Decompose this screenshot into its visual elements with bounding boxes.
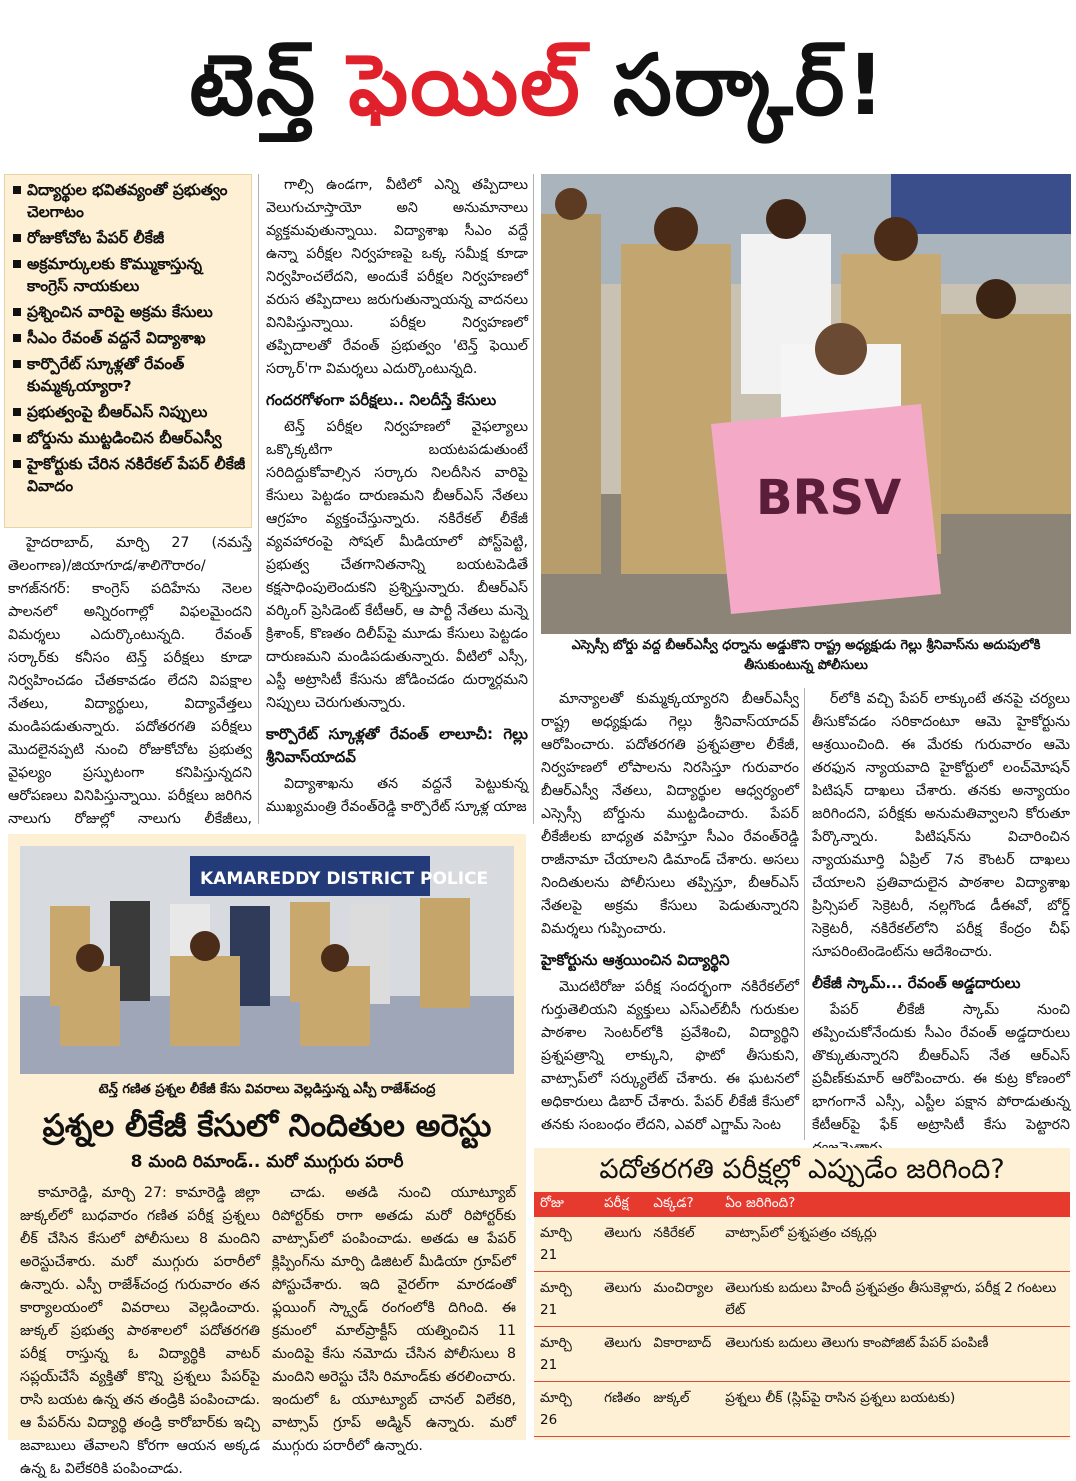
timeline-box (534, 1148, 1070, 1440)
table-header-row (534, 1192, 1070, 1217)
table-header-cell: ఏం జరిగింది? (719, 1192, 1070, 1217)
table-row (534, 1382, 1070, 1437)
protest-photo-image (541, 174, 1071, 634)
highlight-item: బోర్డును ముట్టడించిన బీఆర్ఎస్వీ (11, 427, 247, 449)
highlight-item: ప్రశ్నించిన వారిపై అక్రమ కేసులు (11, 301, 247, 323)
arrest-story-box (8, 834, 526, 1477)
timeline-table (534, 1192, 1070, 1437)
subheading: హైకోర్టును ఆశ్రయించిన విద్యార్థిని (541, 951, 730, 969)
highlight-item: రోజుకోచోట పేపర్ లీకేజీ (11, 227, 247, 249)
article-paragraph: మొదటిరోజు పరీక్ష సందర్భంగా నకిరేకల్‌లో గుర్తుతెలియని వ్యక్తులు ఎస్ఎల్‌బీసీ గురుకుల పాఠశాల సెంటర్‌లోకి ప్రవేశించి, విద్యార్థిని ప్రశ్నపత్రాన్ని లాక్కుని, ఫొటో తీసుకుని, వాట్సాప్‌లో సర్క్యులేట్ చేశారు. ఈ ఘటనలో అధికారులు డిబార్ చేశారు. పేపర్ లీకేజీ కేసులో తనకు సంబంధం లేదని, ఎవరో ఎగ్జామ్ సెంట (541, 979, 799, 1133)
subheading: కార్పొరేట్ స్కూళ్లతో రేవంత్ లాలూచీ: గెల్లు శ్రీనివాస్‌యాదవ్ (266, 725, 528, 766)
table-cell: తెలుగు (598, 1217, 647, 1272)
story-column-1 (20, 1182, 260, 1477)
highlight-item: కార్పొరేట్ స్కూళ్లతో రేవంత్ కుమ్మక్కయ్యారా? (11, 353, 247, 397)
highlight-item: అక్రమార్కులకు కొమ్ముకాస్తున్న కాంగ్రెస్ నాయకులు (11, 253, 247, 297)
table-cell: వాట్సాప్‌లో ప్రశ్నపత్రం చక్కర్లు (719, 1217, 1070, 1272)
timeline-title: పదోతరగతి పరీక్షల్లో ఎప్పుడేం జరిగింది? (599, 1154, 1005, 1185)
article-column-right-2 (812, 688, 1070, 1140)
column-divider (804, 688, 805, 1140)
article-paragraph: టెన్త్ పరీక్షల నిర్వహణలో వైఫల్యాలు ఒక్కొక్కటిగా బయటపడుతుంటే సరిదిద్దుకోవాల్సిన సర్కారు నిలదీసిన వారిపై కేసులు పెట్టడం దారుణమని బీఆర్ఎస్ నేతలు ఆగ్రహం వ్యక్తంచేస్తున్నారు. నకిరేకల్ లీకేజీ వ్యవహారంపై సోషల్ మీడియాలో పోస్ట్‌పెట్టి, ప్రభుత్వ చేతగానితనాన్ని బయటపెడితే కక్షసాధింపులెందుకని ప్రశ్నిస్తున్నారు. బీఆర్ఎస్ వర్కింగ్ ప్రెసిడెంట్ కేటీఆర్, ఆ పార్టీ నేతలు మన్నె క్రిశాంక్, కొణతం దిలీప్‌పై మూడు కేసులు పెట్టడం దారుణమని మండిపడుతున్నారు. వీటిలో ఎస్సీ, ఎస్టీ అట్రాసిటీ కేసును జోడించడం దుర్మార్గమని నిప్పులు చెరుగుతున్నారు. (266, 419, 528, 711)
table-cell: నకిరేకల్ (647, 1217, 719, 1272)
police-banner-text: KAMAREDDY DISTRICT POLICE (200, 869, 489, 889)
article-paragraph: ర్‌లోకి వచ్చి పేపర్ లాక్కుంటే తనపై చర్యలు తీసుకోవడం సరికాదంటూ ఆమె హైకోర్టును ఆశ్రయించింది. ఈ మేరకు గురువారం ఆమె తరఫున న్యాయవాది హైకోర్టులో లంచ్‌మోషన్ పిటిషన్ దాఖలు చేశారు. తనకు అన్యాయం జరిగిందని, పరీక్షకు అనుమతివ్వాలని కోరుతూ పేర్కొన్నారు. పిటిషన్‌ను విచారించిన న్యాయమూర్తి ఏప్రిల్ 7న కౌంటర్ దాఖలు చేయాలని ప్రతివాదులైన పాఠశాల విద్యాశాఖ ప్రిన్సిపల్ సెక్రెటరీ, నల్లగొండ డీఈవో, బోర్డ్ సెక్రెటరీ, నకిరేకల్‌లోని పరీక్ష కేంద్రం చీఫ్ సూపరింటెండెంట్‌ను ఆదేశించారు. (812, 691, 1070, 960)
table-cell: తెలుగుకు బదులు హిందీ ప్రశ్నపత్రం తీసుకెళ్లారు, పరీక్ష 2 గంటలు లేట్ (719, 1272, 1070, 1327)
table-row (534, 1327, 1070, 1382)
table-row (534, 1217, 1070, 1272)
press-meet-photo (20, 846, 514, 1074)
table-cell: ప్రశ్నలు లీక్ (స్లిప్‌పై రాసిన ప్రశ్నలు బయటకు) (719, 1382, 1070, 1437)
photo-caption: ఎస్సెస్సీ బోర్డు వద్ద బీఆర్ఎస్వీ ధర్నాను అడ్డుకొని రాష్ట్ర అధ్యక్షుడు గెల్లు శ్రీనివాస్‌ను అదుపులోకి తీసుకుంటున్న పోలీసులు (571, 638, 1041, 673)
table-cell: మార్చి 21 (534, 1327, 598, 1382)
article-column-middle (266, 174, 528, 824)
table-cell: తెలుగు (598, 1327, 647, 1382)
headline-part3: సర్కార్! (612, 36, 887, 134)
table-cell: గణితం (598, 1382, 647, 1437)
table-header-cell: ఎక్కడ? (647, 1192, 719, 1217)
subheading: లీకేజీ స్కామ్... రేవంత్ అడ్డదారులు (812, 974, 1021, 992)
article-paragraph: హైదరాబాద్, మార్చి 27 (నమస్తే తెలంగాణ)/జియాగూడ/శాలిగౌరారం/కాగజ్‌నగర్: కాంగ్రెస్ పదిహేను నెలల పాలనలో అన్నిరంగాల్లో విఫలమైందని విమర్శలు ఎదుర్కొంటున్నది. రేవంత్ సర్కార్‌కు కనీసం టెన్త్ పరీక్షలు కూడా నిర్వహించడం చేతకావడం లేదని విపక్షాల నేతలు, విద్యార్థులు, విద్యావేత్తలు మండిపడుతున్నారు. పదోతరగతి పరీక్షలు మొదలైనప్పటి నుంచి రోజుకోచోట ప్రభుత్వ వైఫల్యం ప్రస్ఫుటంగా కనిపిస్తున్నదని ఆరోపణలు వినిపిస్తున్నాయి. పరీక్షలు జరిగిన నాలుగు రోజుల్లో నాలుగు లీకేజీలు, (8, 535, 252, 827)
highlight-item: హైకోర్టుకు చేరిన నకిరేకల్ పేపర్ లీకేజీ వివాదం (11, 453, 247, 497)
table-cell: వికారాబాద్ (647, 1327, 719, 1382)
article-paragraph: విద్యాశాఖను తన వద్దనే పెట్టుకున్న ముఖ్యమంత్రి రేవంత్‌రెడ్డి కార్పొరేట్ స్కూళ్ల యాజ (266, 776, 528, 815)
story-headline: ప్రశ్నల లీకేజీ కేసులో నిందితుల అరెస్టు (42, 1108, 492, 1144)
headline-part1: టెన్త్ (189, 36, 318, 134)
highlights-list (11, 179, 247, 497)
column-divider (258, 174, 259, 824)
subheading: గందరగోళంగా పరీక్షలు.. నిలదీస్తే కేసులు (266, 391, 497, 409)
table-cell: మంచిర్యాల (647, 1272, 719, 1327)
article-paragraph: గాల్సి ఉండగా, వీటిలో ఎన్ని తప్పిదాలు వెలుగుచూస్తాయో అని అనుమానాలు వ్యక్తమవుతున్నాయి. విద్యాశాఖ సీఎం వద్దే ఉన్నా పరీక్షల నిర్వహణపై ఒక్క సమీక్ష కూడా నిర్వహించలేదని, అందుకే పరీక్షల నిర్వహణలో వరుస తప్పిదాలు జరుగుతున్నాయన్న వాదనలు వినిపిస్తున్నాయి. పరీక్షల నిర్వహణలో తప్పిదాలతో రేవంత్ ప్రభుత్వం 'టెన్త్ ఫెయిల్ సర్కార్'గా విమర్శలు ఎదుర్కొంటున్నది. (266, 177, 528, 377)
table-row (534, 1272, 1070, 1327)
story-subheadline: 8 మంది రిమాండ్.. మరో ముగ్గురు పరారీ (130, 1152, 404, 1172)
photo-caption: టెన్త్ గణిత ప్రశ్నల లీకేజీ కేసు వివరాలు వెల్లడిస్తున్న ఎస్పీ రాజేశ్‌చంద్ర (98, 1082, 436, 1097)
table-cell: మార్చి 21 (534, 1272, 598, 1327)
placard-text: BRSV (756, 470, 902, 526)
headline-part2: ఫెయిల్ (348, 36, 582, 134)
table-header-cell: పరీక్ష (598, 1192, 647, 1217)
table-cell: జుక్కల్ (647, 1382, 719, 1437)
protest-photo (541, 174, 1071, 634)
table-cell: మార్చి 26 (534, 1382, 598, 1437)
highlight-item: సీఎం రేవంత్ వద్దనే విద్యాశాఖ (11, 327, 247, 349)
highlights-box (4, 174, 252, 528)
article-column-left (8, 532, 252, 827)
table-cell: మార్చి 21 (534, 1217, 598, 1272)
article-column-right-1 (541, 688, 799, 1140)
article-paragraph: చాడు. అతడి నుంచి యూట్యూబ్ రిపోర్టర్‌కు రాగా అతడు మరో రిపోర్టర్‌కు వాట్సాప్‌లో పంపించాడు. అతడు ఆ పేపర్ క్లిప్పింగ్‌ను మార్పి డిజిటల్ మీడియా గ్రూప్‌లో పోస్టుచేశారు. ఇది వైరల్‌గా మారడంతో ఫ్లయింగ్ స్క్వాడ్ రంగంలోకి దిగింది. ఈ క్రమంలో మాల్‌ప్రాక్టీస్ యత్నించిన 11 మందిపై కేసు నమోదు చేసిన పోలీసులు 8 మందిని అరెస్టు చేసి రిమాండ్‌కు తరలించారు. ఇందులో ఓ యూట్యూబ్ చానల్ విలేకరి, వాట్సాప్ గ్రూప్ అడ్మిన్ ఉన్నారు. మరో ముగ్గురు పరారీలో ఉన్నారు. (272, 1185, 516, 1454)
column-divider (533, 174, 534, 824)
article-paragraph: పేపర్ లీకేజీ స్కామ్ నుంచి తప్పించుకోనేందుకు సీఎం రేవంత్ అడ్డదారులు తొక్కుతున్నారని బీఆర్ఎస్ నేత ఆర్ఎస్ ప్రవీణ్‌కుమార్ ఆరోపించారు. ఈ కుట్ర కోణంలో భాగంగానే ఎస్సీ, ఎస్టీల పక్షాన పోరాడుతున్న కేటీఆర్‌పై ఫేక్ అట్రాసిటీ కేసు పెట్టారని (812, 1002, 1070, 1133)
table-header-cell: రోజు (534, 1192, 598, 1217)
highlight-item: ప్రభుత్వంపై బీఆర్ఎస్ నిప్పులు (11, 401, 247, 423)
article-paragraph: మాన్యాలతో కుమ్మక్కయ్యారని బీఆర్ఎస్వీ రాష్ట్ర అధ్యక్షుడు గెల్లు శ్రీనివాస్‌యాదవ్ ఆరోపించారు. పదోతరగతి ప్రశ్నపత్రాల లీకేజీ, నిర్వహణలో లోపాలను నిరసిస్తూ గురువారం బీఆర్ఎస్వీ నేతలు, విద్యార్థుల ఆధ్వర్యంలో ఎస్సెస్సీ బోర్డును ముట్టడించారు. పేపర్ లీకేజీలకు బాధ్యత వహిస్తూ సీఎం రేవంత్‌రెడ్డి రాజీనామా చేయాలని డిమాండ్ చేశారు. అసలు నిందితులను పోలీసులు తప్పిస్తూ, బీఆర్ఎస్ నేతలపై అక్రమ కేసులు పెడుతున్నారని విమర్శలు గుప్పించారు. (541, 691, 799, 937)
story-column-2 (272, 1182, 516, 1454)
press-meet-image (20, 846, 514, 1074)
highlight-item: విద్యార్థుల భవితవ్యంతో ప్రభుత్వం చెలగాటం (11, 179, 247, 223)
headline (0, 0, 1076, 170)
table-cell: తెలుగుకు బదులు తెలుగు కాంపోజిట్ పేపర్ పంపిణీ (719, 1327, 1070, 1382)
article-paragraph: కామారెడ్డి, మార్చి 27: కామారెడ్డి జిల్లా జుక్కల్‌లో బుధవారం గణిత పరీక్ష ప్రశ్నలు లీక్ చేసిన కేసులో పోలీసులు 8 మందిని అరెస్టుచేశారు. మరో ముగ్గురు పరారీలో ఉన్నారు. ఎస్పీ రాజేశ్‌చంద్ర గురువారం తన కార్యాలయంలో వివరాలు వెల్లడించారు. జుక్కల్ ప్రభుత్వ పాఠశాలలో పదోతరగతి పరీక్ష రాస్తున్న ఓ విద్యార్థికి వాటర్ సప్లయ్‌చేసే వ్యక్తితో కొన్ని ప్రశ్నలు పేపర్‌పై రాసి బయట ఉన్న తన తండ్రికి పంపించాడు. ఆ పేపర్‌ను విద్యార్థి తండ్రి కారోబార్‌కు ఇచ్చి జవాబులు తేవాలని కోరగా ఆయన అక్కడ ఉన్న ఓ విలేకరికి పంపించాడు. (20, 1185, 260, 1477)
table-cell: తెలుగు (598, 1272, 647, 1327)
